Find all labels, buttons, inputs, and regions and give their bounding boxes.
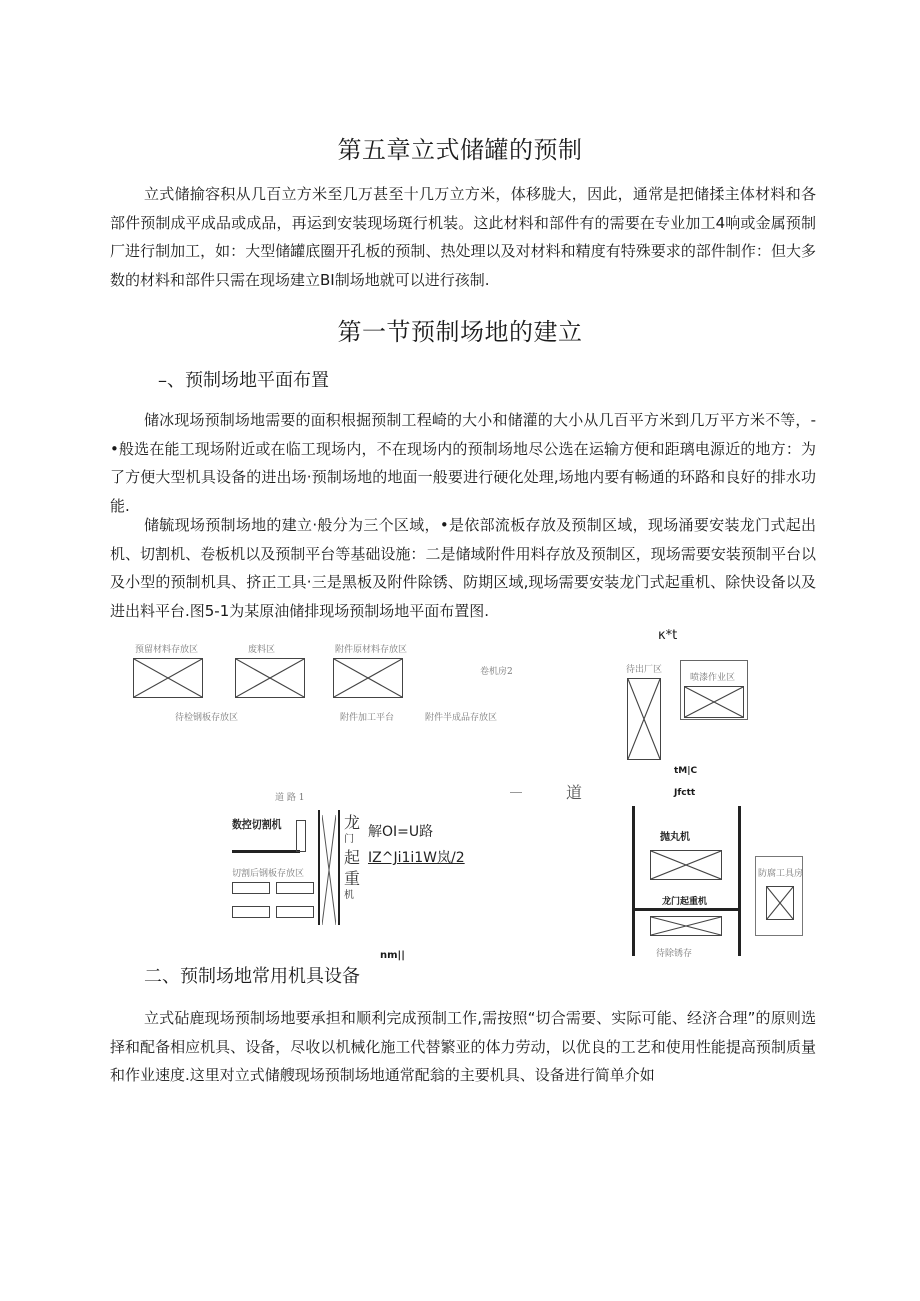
road-char: 道: [566, 783, 583, 802]
gantry-char-5: 机: [344, 890, 354, 901]
gantry-beam-right: [632, 908, 738, 911]
label-kt: κ*t: [658, 628, 678, 643]
paragraph-site-zones: 储毓现场预制场地的建立·般分为三个区域，•是依部流板存放及预制区域，现场涌要安装龙门式起出机、切割机、卷板机以及预制平台等基础设施：二是储域附件用料存放及预制区，现场需要安装预制平台以及小型的预制机具、挤正工具·三是黑板及附件除锈、防期区域,现场需要安装龙门式起重机、除快设备以及进出料平台.图5-1为某原油储排现场预制场地平面布置图.: [110, 516, 816, 620]
right-rail-right: [738, 806, 741, 956]
shot-blaster-box: [650, 850, 722, 880]
gantry-rail-left: [318, 810, 320, 925]
garbled-label-1: 解OI=U路: [368, 824, 434, 840]
label-attachment-material-zone: 附件原材料存放区: [335, 645, 408, 655]
tool-room-box: [766, 886, 794, 920]
cut-plate-box-1: [232, 882, 270, 894]
paint-zone-box: [684, 686, 744, 718]
label-paint-zone: 喷漆作业区: [690, 673, 736, 683]
label-raw-material-zone: 预留材料存放区: [135, 645, 199, 655]
subsection-title-equipment: 二、预制场地常用机具设备: [144, 966, 360, 987]
paragraph-equipment: 立式砧鹿现场预制场地要承担和顺利完成预制工作,需按照“切合需要、实际可能、经济合理”的原则选择和配备相应机具、设备，尽收以机械化施工代替繁亚的体力劳动，以优良的工艺和使用性能提高预制质量和作业速度.这里对立式储艘现场预制场地通常配翁的主要机具、设备进行简单介如: [110, 1009, 816, 1084]
label-shot-blaster: 抛丸机: [660, 832, 690, 843]
site-layout-diagram: [0, 620, 920, 965]
attachment-material-zone-box: [333, 658, 403, 698]
label-nm: nm||: [380, 950, 405, 961]
gantry-char-2: 门: [344, 834, 354, 845]
section-title: 第一节预制场地的建立: [337, 318, 583, 346]
gantry-char-4: 重: [344, 869, 361, 888]
gantry-cross: [322, 815, 336, 925]
cut-plate-box-2: [276, 882, 314, 894]
gantry-char-3: 起: [344, 848, 361, 867]
paragraph-site-area: 储冰现场预制场地需要的面积根掘预制工程崎的大小和储灌的大小从几百平方米到几万平方米不等，-•般选在能工现场附近或在临工现场内，不在现场内的预制场地尽公选在运输方便和距璃电源近的地方：为了方便大型机具设备的进出场·预制场地的地面一般要进行硬化处理,场地内要有畅通的环路和良好的排水功能.: [110, 411, 816, 515]
label-pending-rust: 待除锈存: [656, 949, 693, 959]
label-gantry-crane-right: 龙门起重机: [662, 897, 708, 907]
raw-material-zone-box: [133, 658, 203, 698]
gantry-rail-right: [338, 810, 340, 925]
label-attachment-finished-zone: 附件半成品存放区: [425, 713, 498, 723]
exit-zone-box: [627, 678, 661, 760]
label-jfctt: Jfctt: [674, 788, 696, 798]
pending-rust-box: [650, 916, 722, 936]
road-mark: [510, 792, 522, 793]
cut-plate-box-4: [276, 906, 314, 918]
chapter-title: 第五章立式储罐的预制: [337, 136, 583, 164]
cut-plate-box-3: [232, 906, 270, 918]
label-road-1: 道 路 1: [275, 793, 305, 803]
garbled-label-2: IZ^Ji1i1W岚/2: [368, 850, 465, 866]
subsection-title-layout: –、预制场地平面布置: [158, 370, 329, 391]
label-pending-plate-zone: 待检钢板存放区: [175, 713, 239, 723]
cutter-rail: [232, 850, 300, 853]
label-scrap-zone: 废料区: [248, 645, 276, 655]
label-cnc-cutter: 数控切割机: [232, 818, 282, 831]
intro-paragraph: 立式储揄容积从几百立方米至几万甚至十几万立方米，体移胧大，因此，通常是把储揉主体材料和各部件预制成平成品或成品，再运到安装现场斑行机装。这此材料和部件有的需要在专业加工4响或金属预制厂进行制加工，如：大型储罐底圈开孔板的预制、热处理以及对材料和精度有特殊要求的部件制作：但大多数的材料和部件只需在现场建立BI制场地就可以进行孩制.: [110, 185, 816, 289]
label-tool-room: 防腐工具房: [758, 869, 804, 879]
label-cut-plate-zone: 切割后钢板存放区: [232, 869, 305, 879]
label-machine-room-2: 卷机房2: [480, 667, 513, 677]
gantry-char-1: 龙: [344, 813, 361, 832]
label-attachment-platform: 附件加工平台: [340, 713, 395, 723]
gantry-crane-vertical-label: [344, 812, 360, 903]
label-exit-zone: 待出厂区: [626, 665, 663, 675]
label-tmc: tM|C: [674, 766, 698, 776]
scrap-zone-box: [235, 658, 305, 698]
cutter-post: [296, 820, 306, 852]
right-rail-left: [632, 806, 635, 956]
